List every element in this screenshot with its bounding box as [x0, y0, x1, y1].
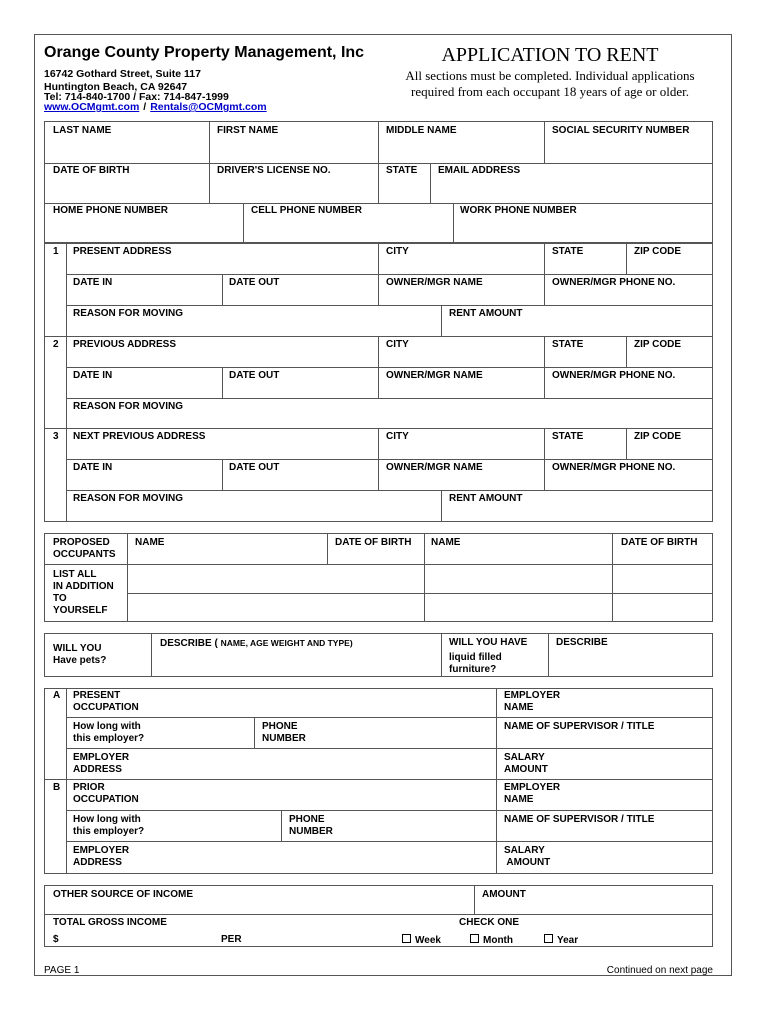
label-line: SALARY: [504, 845, 545, 856]
divider: [66, 305, 713, 306]
divider: [544, 459, 545, 490]
divider: [44, 203, 713, 204]
label-line: EMPLOYER: [504, 782, 561, 793]
divider: [626, 336, 627, 367]
label-line: LIST ALL: [53, 569, 97, 580]
subtitle-line2: required from each occupant 18 years of age or older.: [411, 84, 689, 99]
per-label: PER: [221, 934, 242, 945]
label-line: this employer?: [73, 733, 145, 744]
company-links: [44, 101, 267, 113]
occupant-name-input[interactable]: [425, 565, 611, 592]
week-checkbox[interactable]: [402, 934, 441, 947]
divider: [441, 490, 442, 522]
divider: [544, 367, 545, 398]
divider: [66, 810, 713, 811]
last-name-field[interactable]: LAST NAME: [53, 125, 112, 136]
pets-describe-field[interactable]: [160, 637, 353, 650]
company-address-line1: 16742 Gothard Street, Suite 117: [44, 68, 201, 80]
divider: [66, 717, 713, 718]
divider: [544, 274, 545, 305]
owner-name-field[interactable]: OWNER/MGR NAME: [386, 370, 483, 381]
divider: [66, 748, 713, 749]
dob-field[interactable]: DATE OF BIRTH: [53, 165, 130, 176]
page-number: PAGE 1: [44, 965, 80, 976]
divider: [548, 633, 549, 677]
divider: [254, 717, 255, 748]
employer-phone-field[interactable]: [262, 721, 306, 745]
rent-amount-field[interactable]: RENT AMOUNT: [449, 308, 523, 319]
state-field[interactable]: STATE: [552, 431, 584, 442]
date-in-field[interactable]: DATE IN: [73, 277, 113, 288]
label-line: OCCUPANTS: [53, 549, 116, 560]
divider: [378, 428, 379, 459]
label-line: PHONE: [262, 721, 298, 732]
divider: [66, 243, 67, 522]
label-line: TO: [53, 593, 67, 604]
divider: [544, 336, 545, 367]
label-line: SALARY: [504, 752, 545, 763]
salary-field[interactable]: [504, 752, 548, 776]
owner-phone-field[interactable]: OWNER/MGR PHONE NO.: [552, 277, 676, 288]
label-line: OCCUPATION: [73, 702, 139, 713]
company-address-line2: Huntington Beach, CA 92647: [44, 81, 188, 93]
prior-employer-phone-field[interactable]: [289, 814, 333, 838]
liquid-furniture-field[interactable]: [449, 637, 527, 676]
have-pets-field[interactable]: [53, 643, 106, 667]
owner-phone-field[interactable]: OWNER/MGR PHONE NO.: [552, 370, 676, 381]
list-all-label: [53, 569, 114, 617]
label-line: EMPLOYER: [73, 752, 130, 763]
date-out-field[interactable]: DATE OUT: [229, 370, 280, 381]
divider: [66, 841, 713, 842]
date-out-field[interactable]: DATE OUT: [229, 277, 280, 288]
divider: [544, 243, 545, 274]
previous-address-field[interactable]: PREVIOUS ADDRESS: [73, 339, 176, 350]
other-income-amount-field[interactable]: AMOUNT: [482, 889, 526, 900]
divider: [66, 459, 713, 460]
occupant-name-input[interactable]: [128, 565, 326, 592]
occupant-dob-input[interactable]: [613, 565, 712, 592]
occupant-dob-header: DATE OF BIRTH: [621, 537, 698, 548]
label-line: liquid filled: [449, 652, 502, 663]
section-a-label: A: [53, 690, 61, 701]
work-phone-field[interactable]: WORK PHONE NUMBER: [460, 205, 577, 216]
home-phone-field[interactable]: HOME PHONE NUMBER: [53, 205, 169, 216]
divider: [44, 914, 713, 915]
state-field[interactable]: STATE: [552, 246, 584, 257]
license-field[interactable]: DRIVER'S LICENSE NO.: [217, 165, 331, 176]
label-line: ADDRESS: [73, 857, 122, 868]
divider: [44, 779, 713, 780]
label-line: NUMBER: [262, 733, 306, 744]
divider: [209, 163, 210, 203]
date-in-field[interactable]: DATE IN: [73, 370, 113, 381]
email-field[interactable]: EMAIL ADDRESS: [438, 165, 521, 176]
employer-name-field[interactable]: [504, 690, 560, 714]
label-line: EMPLOYER: [73, 845, 130, 856]
cell-phone-field[interactable]: CELL PHONE NUMBER: [251, 205, 362, 216]
occupant-name-header: NAME: [431, 537, 461, 548]
zip-field[interactable]: ZIP CODE: [634, 246, 682, 257]
ssn-field[interactable]: SOCIAL SECURITY NUMBER: [552, 125, 690, 136]
divider: [66, 274, 713, 275]
label-line: EMPLOYER: [504, 690, 561, 701]
label-text: DESCRIBE (: [160, 638, 218, 649]
label-line: IN ADDITION: [53, 581, 114, 592]
section-b-label: B: [53, 782, 61, 793]
proposed-occupants-label: [53, 537, 116, 561]
pets-section: [44, 633, 713, 677]
divider: [474, 885, 475, 914]
divider: [66, 490, 713, 491]
employer-address-field[interactable]: [73, 752, 129, 776]
label-line: How long with: [73, 721, 141, 732]
label-line: How long with: [73, 814, 141, 825]
how-long-field[interactable]: [73, 721, 144, 745]
divider: [496, 688, 497, 874]
divider: [626, 428, 627, 459]
divider: [441, 633, 442, 677]
form-subtitle: [380, 68, 720, 100]
prior-employer-address-field[interactable]: [73, 845, 129, 869]
checkbox-label: Year: [557, 935, 579, 946]
rent-amount-field[interactable]: RENT AMOUNT: [449, 493, 523, 504]
label-line: WILL YOU: [53, 643, 102, 654]
link-separator: /: [143, 101, 147, 113]
zip-field[interactable]: ZIP CODE: [634, 339, 682, 350]
city-field[interactable]: CITY: [386, 246, 409, 257]
divider: [378, 163, 379, 203]
divider: [243, 203, 244, 243]
license-state-field[interactable]: STATE: [386, 165, 418, 176]
residence-number: 3: [53, 431, 59, 442]
label-line: AMOUNT: [504, 764, 548, 775]
other-income-field[interactable]: OTHER SOURCE OF INCOME: [53, 889, 194, 900]
divider: [281, 810, 282, 841]
divider: [430, 163, 431, 203]
prior-salary-field[interactable]: [504, 845, 550, 869]
divider: [378, 367, 379, 398]
label-line: OCCUPATION: [73, 794, 139, 805]
divider: [378, 243, 379, 274]
occupant-dob-input[interactable]: [328, 565, 423, 592]
owner-name-field[interactable]: OWNER/MGR NAME: [386, 462, 483, 473]
label-line: NAME: [504, 702, 534, 713]
supervisor-field[interactable]: NAME OF SUPERVISOR / TITLE: [504, 721, 655, 732]
divider: [378, 336, 379, 367]
continued-note: Continued on next page: [606, 965, 713, 976]
prior-how-long-field[interactable]: [73, 814, 144, 838]
checkbox-icon: [470, 934, 479, 943]
divider: [151, 633, 152, 677]
prior-occupation-field[interactable]: [73, 782, 139, 806]
next-previous-address-field[interactable]: NEXT PREVIOUS ADDRESS: [73, 431, 206, 442]
middle-name-field[interactable]: MIDDLE NAME: [386, 125, 457, 136]
divider: [222, 459, 223, 490]
month-checkbox[interactable]: [470, 934, 513, 947]
subtitle-line1: All sections must be completed. Individual applications: [405, 68, 695, 83]
email-link[interactable]: Rentals@OCMgmt.com: [150, 101, 267, 113]
owner-phone-field[interactable]: OWNER/MGR PHONE NO.: [552, 462, 676, 473]
divider: [209, 121, 210, 163]
reason-moving-field[interactable]: REASON FOR MOVING: [73, 493, 184, 504]
label-line: YOURSELF: [53, 605, 108, 616]
divider: [544, 121, 545, 163]
reason-moving-field[interactable]: REASON FOR MOVING: [73, 308, 184, 319]
label-line: furniture?: [449, 664, 497, 675]
divider: [127, 593, 713, 594]
zip-field[interactable]: ZIP CODE: [634, 431, 682, 442]
residence-number: 1: [53, 246, 59, 257]
checkbox-icon: [544, 934, 553, 943]
checkbox-label: Week: [415, 935, 441, 946]
divider: [441, 305, 442, 336]
occupant-name-header: NAME: [135, 537, 165, 548]
label-line: ADDRESS: [73, 764, 122, 775]
prior-supervisor-field[interactable]: NAME OF SUPERVISOR / TITLE: [504, 814, 655, 825]
owner-name-field[interactable]: OWNER/MGR NAME: [386, 277, 483, 288]
prior-employer-name-field[interactable]: [504, 782, 560, 806]
label-line: PRESENT: [73, 690, 121, 701]
divider: [626, 243, 627, 274]
label-line: PRIOR: [73, 782, 105, 793]
divider: [327, 533, 328, 564]
state-field[interactable]: STATE: [552, 339, 584, 350]
label-text: NAME, AGE WEIGHT AND TYPE): [220, 638, 353, 648]
company-phones: Tel: 714-840-1700 / Fax: 714-847-1999: [44, 91, 229, 103]
present-occupation-field[interactable]: [73, 690, 139, 714]
label-line: NUMBER: [289, 826, 333, 837]
reason-moving-field[interactable]: REASON FOR MOVING: [73, 401, 184, 412]
year-checkbox[interactable]: [544, 934, 578, 947]
divider: [222, 367, 223, 398]
divider: [378, 274, 379, 305]
label-line: Have pets?: [53, 655, 107, 666]
form-title: APPLICATION TO RENT: [441, 44, 659, 66]
present-address-field[interactable]: PRESENT ADDRESS: [73, 246, 172, 257]
divider: [453, 203, 454, 243]
city-field[interactable]: CITY: [386, 339, 409, 350]
website-link[interactable]: www.OCMgmt.com: [44, 101, 140, 113]
employment-section: [44, 688, 713, 874]
divider: [66, 398, 713, 399]
label-line: this employer?: [73, 826, 145, 837]
divider: [544, 428, 545, 459]
label-line: AMOUNT: [504, 857, 551, 868]
date-in-field[interactable]: DATE IN: [73, 462, 113, 473]
total-gross-income-field[interactable]: TOTAL GROSS INCOME: [53, 917, 167, 928]
divider: [66, 688, 67, 874]
label-line: NAME: [504, 794, 534, 805]
divider: [66, 367, 713, 368]
check-one-label: CHECK ONE: [459, 917, 520, 928]
label-line: PROPOSED: [53, 537, 110, 548]
divider: [222, 274, 223, 305]
city-field[interactable]: CITY: [386, 431, 409, 442]
date-out-field[interactable]: DATE OUT: [229, 462, 280, 473]
occupant-dob-header: DATE OF BIRTH: [335, 537, 412, 548]
company-name: Orange County Property Management, Inc: [44, 44, 365, 61]
label-line: WILL YOU HAVE: [449, 637, 528, 648]
divider: [378, 459, 379, 490]
furniture-describe-field[interactable]: DESCRIBE: [556, 637, 608, 648]
first-name-field[interactable]: FIRST NAME: [217, 125, 279, 136]
label-line: PHONE: [289, 814, 325, 825]
residence-number: 2: [53, 339, 59, 350]
checkbox-label: Month: [483, 935, 513, 946]
dollar-sign: $: [53, 934, 59, 945]
divider: [378, 121, 379, 163]
checkbox-icon: [402, 934, 411, 943]
